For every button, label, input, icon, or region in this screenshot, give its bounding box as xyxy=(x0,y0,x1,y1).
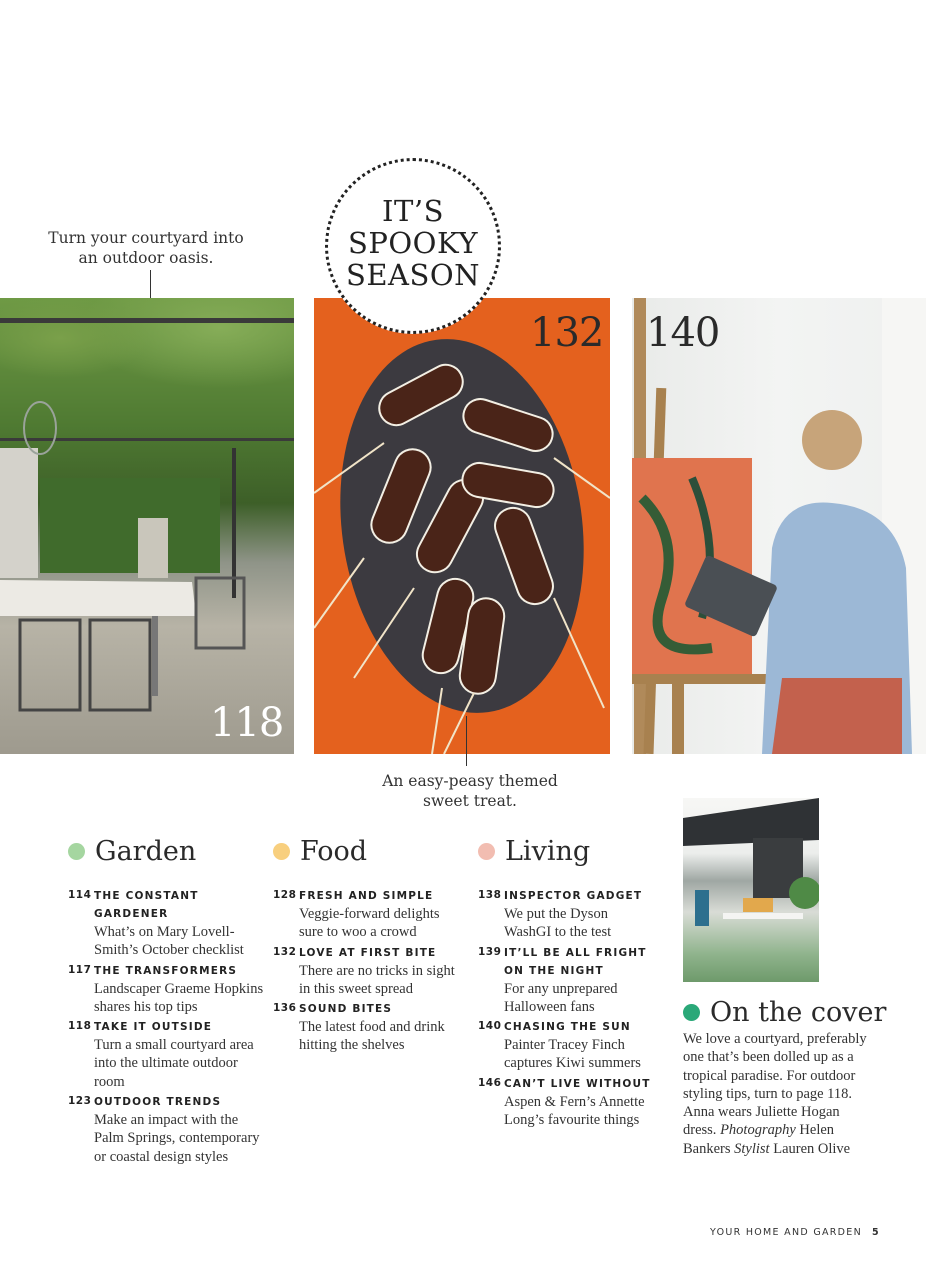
mummy-treats-photo xyxy=(314,298,610,754)
toc-entry xyxy=(478,1018,658,1073)
toc-entry-description: Veggie-forward delights sure to woo a crowd xyxy=(299,906,440,941)
toc-entry-page-number: 123 xyxy=(68,1095,92,1108)
page-number: 5 xyxy=(872,1227,880,1238)
living-section-heading xyxy=(478,836,590,867)
toc-entry-description: The latest food and drink hitting the shelves xyxy=(299,1019,445,1054)
toc-entry-heading: THE CONSTANT GARDENER xyxy=(94,890,199,920)
toc-entry xyxy=(68,962,268,1017)
painter-photo xyxy=(632,298,926,754)
toc-entry-heading: FRESH AND SIMPLE xyxy=(299,890,434,902)
photographer-name: Helen Bankers xyxy=(683,1122,835,1157)
toc-entry-heading: TAKE IT OUTSIDE xyxy=(94,1021,213,1034)
garden-photo-caption: Turn your courtyard into an outdoor oasis. xyxy=(48,229,244,267)
painter-illustration xyxy=(632,298,926,754)
toc-entry xyxy=(68,887,268,960)
toc-entry-heading: SOUND BITES xyxy=(299,1003,393,1016)
toc-entry-description: There are no tricks in sight in this sweet spread xyxy=(299,962,455,997)
garden-dot-icon xyxy=(68,843,85,860)
garden-page-number: 118 xyxy=(210,700,284,746)
cover-description xyxy=(683,1030,873,1158)
courtyard-photo xyxy=(0,298,294,754)
toc-entry-description: Landscaper Graeme Hopkins shares his top tips xyxy=(94,980,264,1015)
food-entries-list xyxy=(273,887,463,1057)
toc-entry xyxy=(478,944,658,1017)
toc-entry-page-number: 128 xyxy=(273,889,297,901)
toc-entry-heading: CAN’T LIVE WITHOUT xyxy=(504,1077,651,1090)
badge-line-3: SEASON xyxy=(346,258,480,292)
toc-entry xyxy=(273,887,463,942)
cover-body-text: We love a courtyard, preferably one that’s been dolled up as a tropical paradise. For outdoor styling tips, turn to page 118. Anna wears Juliette Hogan dress. xyxy=(683,1031,867,1139)
toc-entry-page-number: 118 xyxy=(68,1020,92,1033)
food-photo-caption: An easy-peasy themed sweet treat. xyxy=(382,772,558,810)
toc-entry-description: Make an impact with the Palm Springs, contemporary or coastal design styles xyxy=(94,1112,260,1165)
toc-entry-heading: INSPECTOR GADGET xyxy=(504,890,643,902)
toc-entry-description: Aspen & Fern’s Annette Long’s favourite things xyxy=(504,1093,645,1129)
toc-entry-page-number: 114 xyxy=(68,889,92,901)
cover-section-title: On the cover xyxy=(710,997,887,1028)
toc-entry-heading: THE TRANSFORMERS xyxy=(94,964,238,977)
toc-entry-page-number: 140 xyxy=(478,1020,502,1033)
garden-section-title: Garden xyxy=(95,836,197,867)
toc-entry-page-number: 138 xyxy=(478,889,502,901)
toc-entry-heading: CHASING THE SUN xyxy=(504,1021,631,1034)
living-section-title: Living xyxy=(505,836,591,867)
food-section-heading xyxy=(273,836,367,867)
stylist-name: Lauren Olive xyxy=(773,1140,851,1157)
toc-entry xyxy=(273,944,463,999)
magazine-name: YOUR HOME AND GARDEN xyxy=(710,1227,862,1238)
cover-dot-icon xyxy=(683,1004,700,1021)
photography-label: Photography xyxy=(720,1122,796,1139)
garden-entries-list xyxy=(68,887,268,1168)
spooky-season-badge xyxy=(325,158,501,334)
toc-entry xyxy=(478,1075,658,1130)
food-caption-pointer xyxy=(466,716,467,766)
toc-entry-heading: OUTDOOR TRENDS xyxy=(94,1096,222,1109)
living-page-number: 140 xyxy=(646,310,720,356)
toc-entry xyxy=(68,1018,268,1091)
living-dot-icon xyxy=(478,843,495,860)
toc-entry xyxy=(273,1000,463,1055)
toc-entry-page-number: 139 xyxy=(478,945,502,958)
food-dot-icon xyxy=(273,843,290,860)
cover-photo xyxy=(683,798,819,982)
mummy-treats-illustration xyxy=(314,298,610,754)
food-page-number: 132 xyxy=(530,310,604,356)
toc-entry-description: What’s on Mary Lovell-Smith’s October checklist xyxy=(94,924,244,959)
cover-section-heading xyxy=(683,997,886,1028)
toc-entry-page-number: 132 xyxy=(273,945,297,958)
toc-entry-description: For any unprepared Halloween fans xyxy=(504,980,618,1015)
toc-entry-page-number: 136 xyxy=(273,1002,297,1015)
toc-entry xyxy=(68,1093,268,1166)
courtyard-illustration xyxy=(0,298,294,754)
toc-entry-heading: IT’LL BE ALL FRIGHT ON THE NIGHT xyxy=(504,946,647,977)
toc-entry-heading: LOVE AT FIRST BITE xyxy=(299,946,437,959)
food-section-title: Food xyxy=(300,836,368,867)
stylist-label: Stylist xyxy=(734,1140,770,1157)
toc-entry-page-number: 146 xyxy=(478,1076,502,1089)
toc-entry-description: Painter Tracey Finch captures Kiwi summers xyxy=(504,1037,641,1072)
badge-line-2: SPOOKY xyxy=(348,226,478,260)
toc-entry-page-number: 117 xyxy=(68,963,92,976)
page-folio xyxy=(710,1227,880,1238)
badge-line-1: IT’S xyxy=(382,194,444,228)
toc-entry-description: We put the Dyson WashGI to the test xyxy=(504,906,612,941)
garden-section-heading xyxy=(68,836,196,867)
living-entries-list xyxy=(478,887,658,1131)
cover-illustration xyxy=(683,798,819,982)
toc-entry xyxy=(478,887,658,942)
toc-entry-description: Turn a small courtyard area into the ultimate outdoor room xyxy=(94,1037,254,1090)
